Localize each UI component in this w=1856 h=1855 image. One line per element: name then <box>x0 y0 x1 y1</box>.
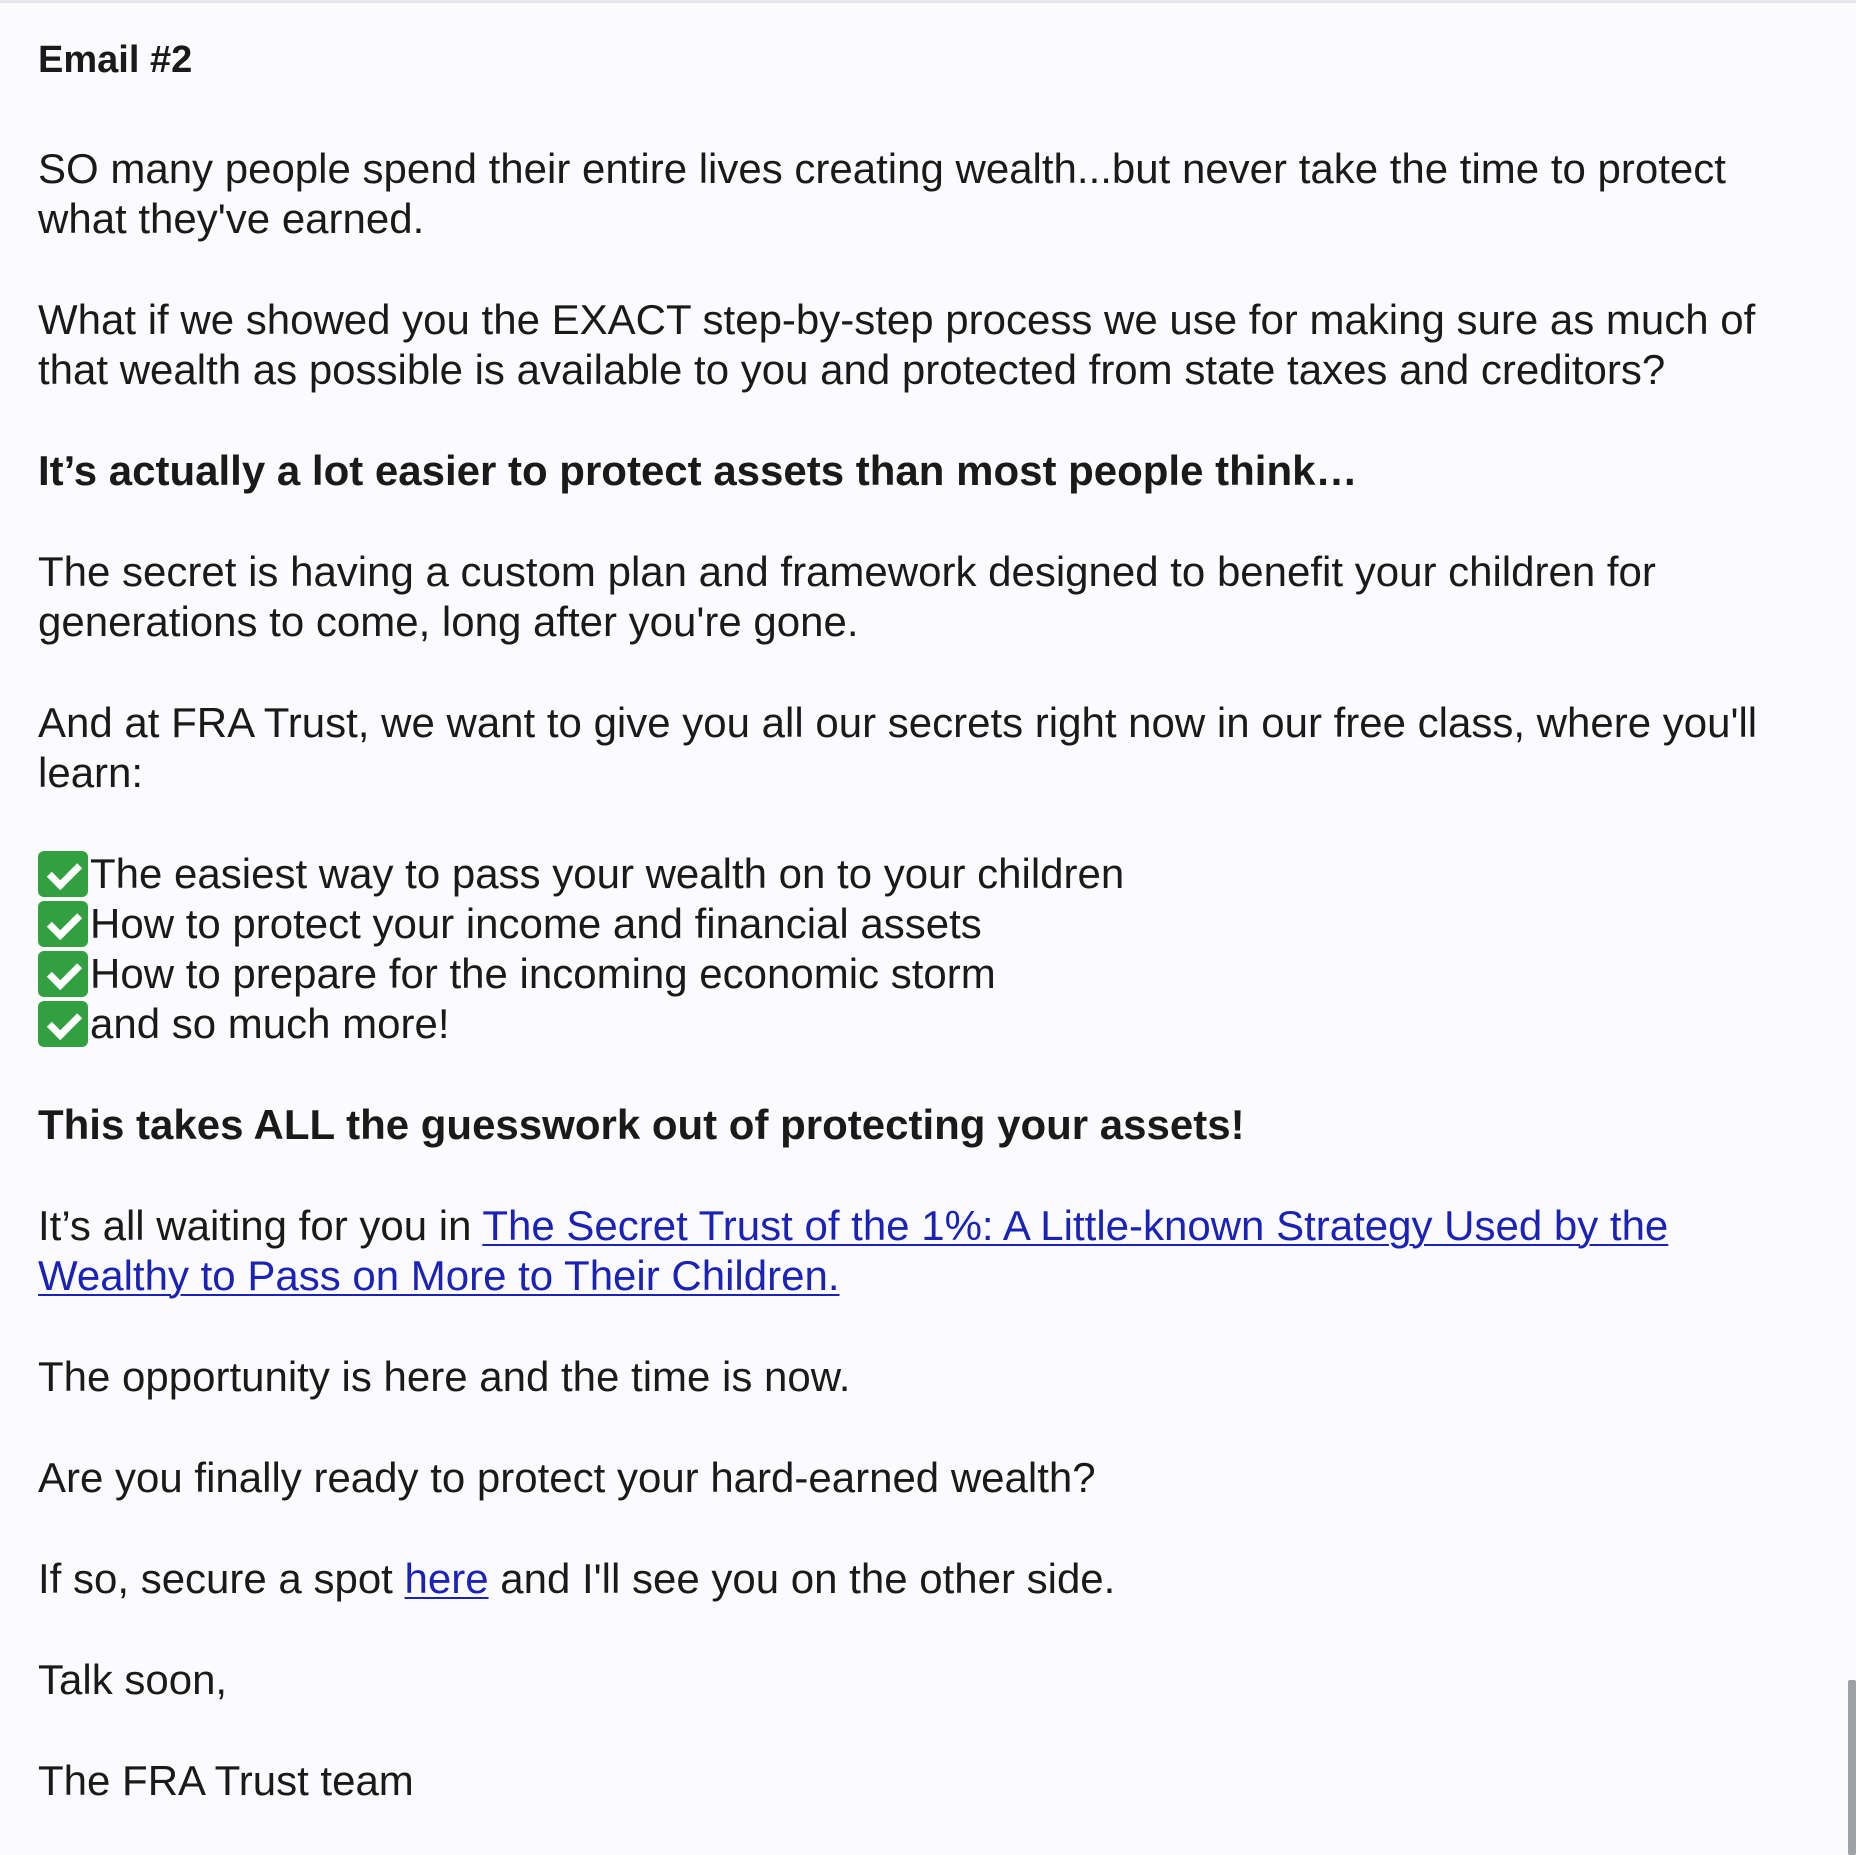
list-item-label: How to protect your income and financial assets <box>90 900 982 947</box>
email-heading: Email #2 <box>38 39 193 81</box>
benefits-checklist <box>38 849 1798 1049</box>
list-item <box>38 999 1798 1049</box>
check-mark-icon <box>38 1001 88 1047</box>
paragraph-waiting <box>38 1201 1798 1301</box>
check-mark-icon <box>38 951 88 997</box>
check-mark-icon <box>38 901 88 947</box>
paragraph-secret: The secret is having a custom plan and framework designed to benefit your children for generations to come, long after you're gone. <box>38 548 1656 645</box>
list-item-label: How to prepare for the incoming economic storm <box>90 950 996 997</box>
signature: The FRA Trust team <box>38 1757 414 1804</box>
paragraph-ready: Are you finally ready to protect your hard-earned wealth? <box>38 1454 1096 1501</box>
check-mark-icon <box>38 851 88 897</box>
list-item <box>38 949 1798 999</box>
secure-spot-suffix: and I'll see you on the other side. <box>488 1555 1116 1602</box>
paragraph-secure-spot <box>38 1554 1798 1604</box>
top-divider <box>0 0 1856 3</box>
list-item <box>38 899 1798 949</box>
email-body <box>38 28 1798 1806</box>
list-item <box>38 849 1798 899</box>
paragraph-what-if: What if we showed you the EXACT step-by-step process we use for making sure as much of that wealth as possible is available to you and protected from state taxes and creditors? <box>38 296 1756 393</box>
closing-line: Talk soon, <box>38 1656 228 1703</box>
paragraph-intro: SO many people spend their entire lives creating wealth...but never take the time to protect what they've earned. <box>38 145 1726 242</box>
list-item-label: and so much more! <box>90 1000 450 1047</box>
paragraph-easier-heading: It’s actually a lot easier to protect assets than most people think… <box>38 447 1358 494</box>
paragraph-fra-trust: And at FRA Trust, we want to give you all our secrets right now in our free class, where you'll learn: <box>38 699 1758 796</box>
paragraph-opportunity: The opportunity is here and the time is now. <box>38 1353 851 1400</box>
class-title-link[interactable]: The Secret Trust of the 1%: A Little-known Strategy Used by the Wealthy to Pass on More to Their Children. <box>38 1202 1669 1299</box>
paragraph-waiting-text: It’s all waiting for you in <box>38 1202 483 1249</box>
secure-spot-prefix: If so, secure a spot <box>38 1555 405 1602</box>
scrollbar-thumb[interactable] <box>1848 1680 1856 1855</box>
here-link[interactable]: here <box>404 1555 489 1602</box>
list-item-label: The easiest way to pass your wealth on to your children <box>90 850 1125 897</box>
paragraph-guesswork: This takes ALL the guesswork out of protecting your assets! <box>38 1101 1245 1148</box>
